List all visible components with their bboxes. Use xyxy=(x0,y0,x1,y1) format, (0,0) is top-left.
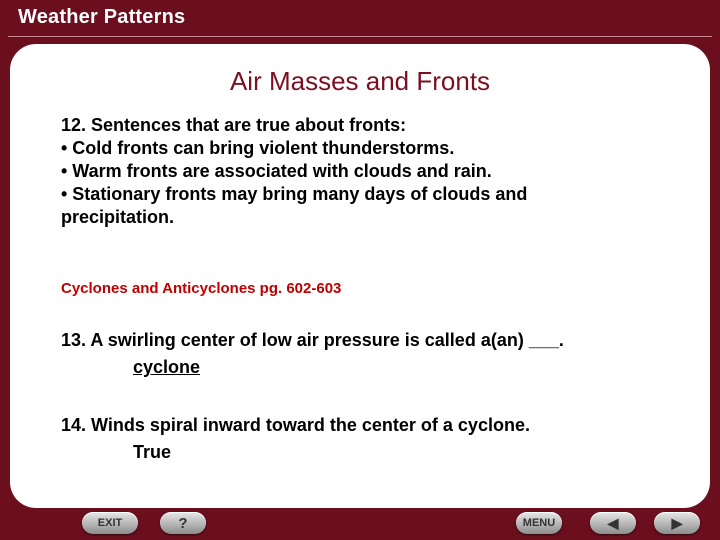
q12-line: • Warm fronts are associated with clouds and rain. xyxy=(61,161,492,181)
question-14: 14. Winds spiral inward toward the center of a cyclone. xyxy=(61,415,530,435)
reference-link: Cyclones and Anticyclones pg. 602-603 xyxy=(61,280,342,297)
q12-line: 12. Sentences that are true about fronts: xyxy=(61,115,407,135)
help-button[interactable]: ? xyxy=(160,512,206,534)
next-button[interactable]: ▶ xyxy=(654,512,700,534)
question-12 xyxy=(61,114,621,229)
question-13: 13. A swirling center of low air pressure is called a(an) ___. xyxy=(61,330,564,350)
q12-line: • Stationary fronts may bring many days of clouds and precipitation. xyxy=(61,184,528,227)
q12-line: • Cold fronts can bring violent thunderstorms. xyxy=(61,138,455,158)
menu-button[interactable]: MENU xyxy=(516,512,562,534)
slide-title: Air Masses and Fronts xyxy=(229,66,491,96)
answer-14: True xyxy=(133,442,172,462)
previous-button[interactable]: ◀ xyxy=(590,512,636,534)
header-divider xyxy=(8,36,712,37)
slide-panel xyxy=(10,44,710,508)
answer-13: cyclone xyxy=(133,357,201,377)
exit-button[interactable]: EXIT xyxy=(82,512,138,534)
header-title: Weather Patterns xyxy=(18,6,186,28)
